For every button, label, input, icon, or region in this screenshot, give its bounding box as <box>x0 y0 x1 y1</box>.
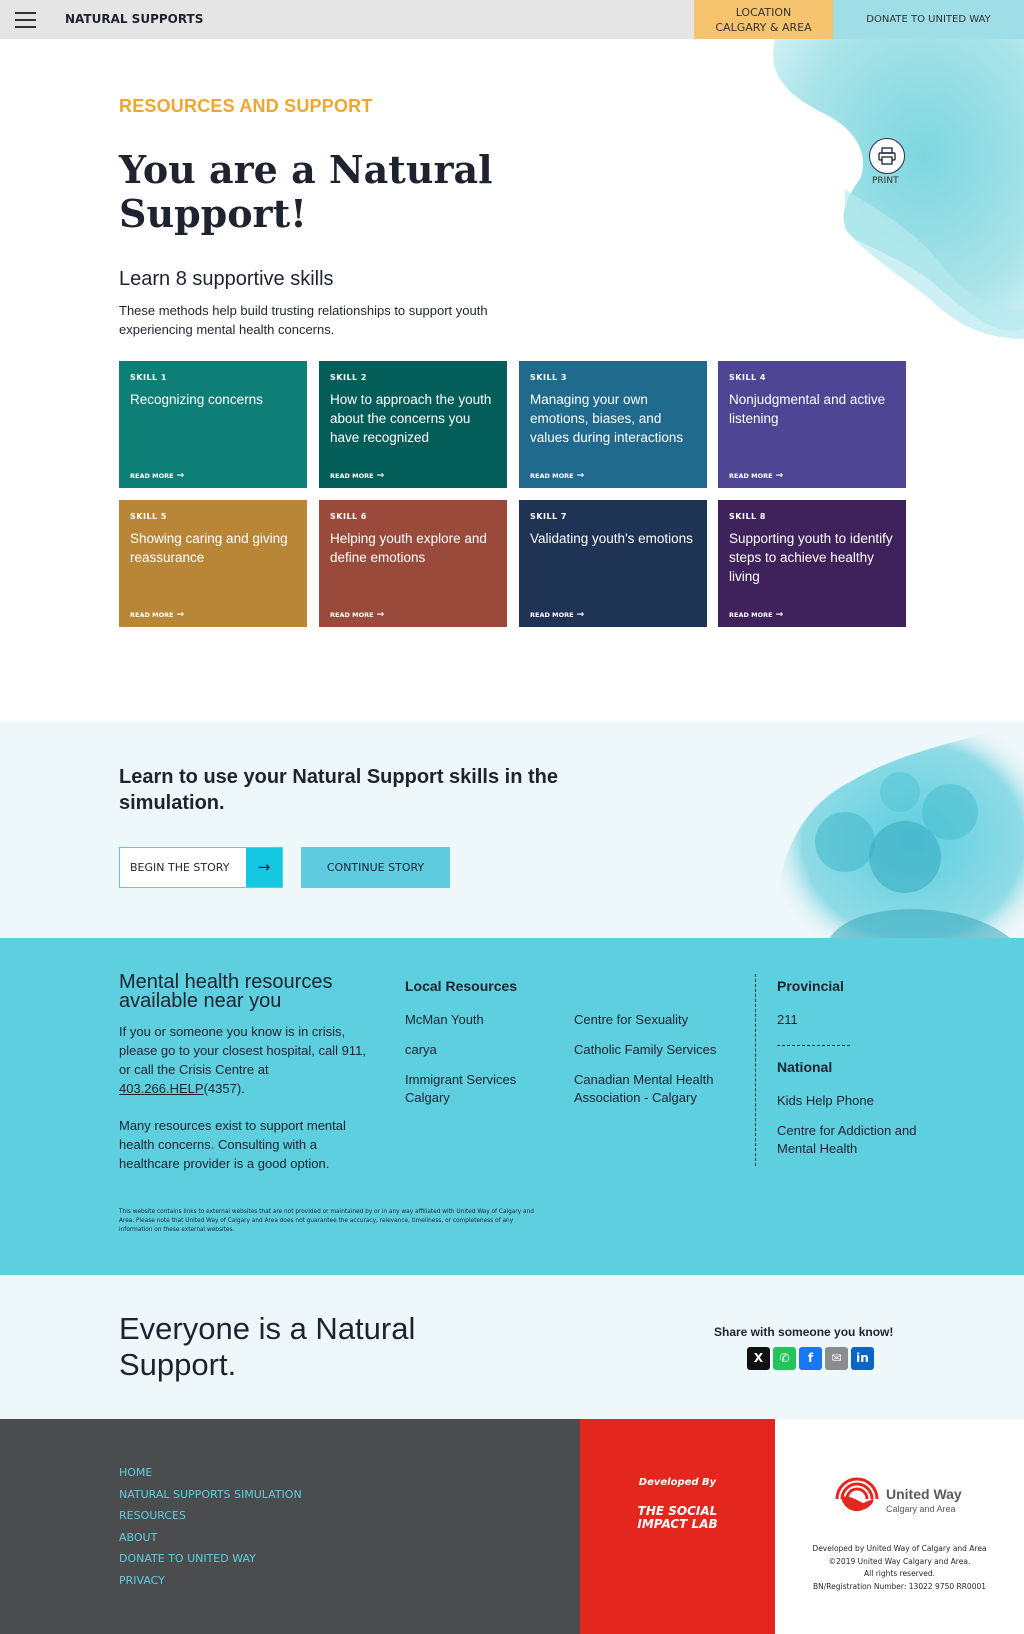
donate-button[interactable]: DONATE TO UNITED WAY <box>833 0 1024 39</box>
arrow-right-icon: → <box>376 610 385 620</box>
skill-card-2[interactable] <box>319 361 507 488</box>
skill-card-1[interactable] <box>119 361 307 488</box>
resource-link-centre-for-sexuality[interactable]: Centre for Sexuality <box>574 1012 689 1027</box>
arrow-right-icon: → <box>576 471 585 481</box>
skill-card-7[interactable] <box>519 500 707 627</box>
crisis-phone-link[interactable]: 403.266.HELP <box>119 1081 204 1096</box>
read-more-link[interactable]: READ MORE → <box>530 610 585 620</box>
location-selector[interactable] <box>694 0 833 39</box>
facebook-icon[interactable]: f <box>799 1347 822 1370</box>
skill-title: Supporting youth to identify steps to achieve healthy living <box>729 531 893 584</box>
skill-title: Showing caring and giving reassurance <box>130 531 288 565</box>
skill-number: SKILL 3 <box>530 373 567 382</box>
skills-intro: These methods help build trusting relationships to support youth experiencing mental health concerns. <box>119 303 488 337</box>
skill-card-6[interactable] <box>319 500 507 627</box>
simulation-heading: Learn to use your Natural Support skills in the simulation. <box>119 766 558 814</box>
resources-section <box>0 938 1024 1275</box>
site-brand[interactable]: NATURAL SUPPORTS <box>65 12 204 26</box>
united-way-name: United Way <box>886 1486 962 1502</box>
arrow-right-icon: → <box>576 610 585 620</box>
united-way-logo-icon[interactable] <box>833 1469 881 1515</box>
read-more-link[interactable]: READ MORE → <box>330 610 385 620</box>
section-eyebrow: RESOURCES AND SUPPORT <box>119 96 373 116</box>
resource-link-mcman-youth[interactable]: McMan Youth <box>405 1012 484 1027</box>
national-heading: National <box>777 1059 833 1075</box>
skill-number: SKILL 7 <box>530 512 567 521</box>
skills-heading: Learn 8 supportive skills <box>119 268 334 290</box>
skill-number: SKILL 1 <box>130 373 167 382</box>
skill-title: Validating youth's emotions <box>530 531 693 546</box>
youth-group-photo <box>760 722 1024 938</box>
whatsapp-icon[interactable]: ✆ <box>773 1347 796 1370</box>
skill-title: Recognizing concerns <box>130 392 263 407</box>
continue-story-button[interactable]: CONTINUE STORY <box>301 847 450 888</box>
simulation-section <box>0 722 1024 938</box>
footer-link-about[interactable]: ABOUT <box>119 1530 158 1544</box>
x-icon[interactable]: X <box>747 1347 770 1370</box>
footer-link-simulation[interactable]: NATURAL SUPPORTS SIMULATION <box>119 1487 302 1501</box>
skill-card-3[interactable] <box>519 361 707 488</box>
skill-number: SKILL 4 <box>729 373 766 382</box>
skill-title: How to approach the youth about the concerns you have recognized <box>330 392 492 445</box>
skill-card-8[interactable] <box>718 500 906 627</box>
resource-link-catholic-family-services[interactable]: Catholic Family Services <box>574 1042 717 1057</box>
skill-card-4[interactable] <box>718 361 906 488</box>
resource-link-camh[interactable]: Centre for Addiction and Mental Health <box>777 1123 917 1156</box>
developed-by-label: Developed By <box>638 1477 717 1488</box>
share-label: Share with someone you know! <box>714 1325 894 1339</box>
print-label: PRINT <box>872 176 899 186</box>
arrow-right-icon: → <box>246 848 282 887</box>
email-icon[interactable]: ✉ <box>825 1347 848 1370</box>
resource-link-immigrant-services[interactable]: Immigrant Services Calgary <box>405 1072 517 1105</box>
resource-link-211[interactable]: 211 <box>777 1012 798 1027</box>
skill-number: SKILL 6 <box>330 512 367 521</box>
skill-title: Helping youth explore and define emotions <box>330 531 487 565</box>
closing-heading: Everyone is a Natural Support. <box>119 1311 416 1382</box>
read-more-link[interactable]: READ MORE → <box>530 471 585 481</box>
skill-number: SKILL 8 <box>729 512 766 521</box>
begin-story-button[interactable] <box>119 847 283 888</box>
print-button[interactable] <box>869 138 905 174</box>
resource-link-cmha-calgary[interactable]: Canadian Mental Health Association - Calgary <box>574 1072 714 1105</box>
united-way-panel <box>775 1419 1024 1634</box>
skill-number: SKILL 5 <box>130 512 167 521</box>
resource-link-kids-help-phone[interactable]: Kids Help Phone <box>777 1093 874 1108</box>
read-more-link[interactable]: READ MORE → <box>130 610 185 620</box>
footer-navigation <box>119 1462 302 1591</box>
page-title: You are a Natural Support! <box>119 147 493 236</box>
local-resources-heading: Local Resources <box>405 978 518 994</box>
site-footer <box>0 1419 1024 1634</box>
footer-link-donate[interactable]: DONATE TO UNITED WAY <box>119 1552 256 1565</box>
provincial-heading: Provincial <box>777 978 844 994</box>
legal-info: Developed by United Way of Calgary and Area ©2019 United Way Calgary and Area. All rights reserved. BN/Registration Number: 13022 9750 RR0001 <box>812 1544 987 1591</box>
share-section <box>0 1275 1024 1419</box>
location-value: CALGARY & AREA <box>715 21 812 34</box>
column-divider <box>755 974 756 1166</box>
top-navigation-bar <box>0 0 1024 39</box>
skill-number: SKILL 2 <box>330 373 367 382</box>
social-impact-lab-badge[interactable] <box>580 1419 775 1634</box>
social-impact-lab-logo: THE SOCIAL IMPACT LAB <box>637 1504 718 1531</box>
resources-paragraph: Many resources exist to support mental health concerns. Consulting with a healthcare provider is a good option. <box>119 1118 346 1171</box>
footer-link-privacy[interactable]: PRIVACY <box>119 1573 165 1587</box>
linkedin-icon[interactable]: in <box>851 1347 874 1370</box>
skill-title: Nonjudgmental and active listening <box>729 392 886 426</box>
begin-story-label: BEGIN THE STORY <box>130 861 230 874</box>
resource-link-carya[interactable]: carya <box>405 1042 437 1057</box>
location-label: LOCATION <box>735 6 792 19</box>
arrow-right-icon: → <box>775 610 784 620</box>
skill-title: Managing your own emotions, biases, and values during interactions <box>530 392 684 445</box>
united-way-region: Calgary and Area <box>886 1504 956 1514</box>
section-divider <box>777 1045 850 1046</box>
external-links-disclaimer: This website contains links to external websites that are not provided or maintained by or in any way affiliated with United Way of Calgary and Area. Please note that United Way of Calgary and Area does not guarantee the accuracy, relevance, timeliness, or completeness of any information on these external websites. <box>119 1209 534 1233</box>
arrow-right-icon: → <box>176 610 185 620</box>
printer-icon <box>878 147 896 165</box>
skill-card-5[interactable] <box>119 500 307 627</box>
footer-link-home[interactable]: HOME <box>119 1466 153 1479</box>
share-buttons <box>747 1347 874 1370</box>
arrow-right-icon: → <box>376 471 385 481</box>
hamburger-menu-icon[interactable] <box>15 12 36 28</box>
arrow-right-icon: → <box>176 471 185 481</box>
footer-link-resources[interactable]: RESOURCES <box>119 1509 186 1522</box>
read-more-link[interactable]: READ MORE → <box>130 471 185 481</box>
resources-heading: Mental health resources available near you <box>119 971 333 1012</box>
read-more-link[interactable]: READ MORE → <box>729 610 784 620</box>
read-more-link[interactable]: READ MORE → <box>729 471 784 481</box>
watercolor-decoration <box>735 39 1024 339</box>
arrow-right-icon: → <box>775 471 784 481</box>
read-more-link[interactable]: READ MORE → <box>330 471 385 481</box>
crisis-paragraph: If you or someone you know is in crisis, please go to your closest hospital, call 911, or call the Crisis Centre at 403.266.HELP(4357). <box>119 1024 366 1096</box>
